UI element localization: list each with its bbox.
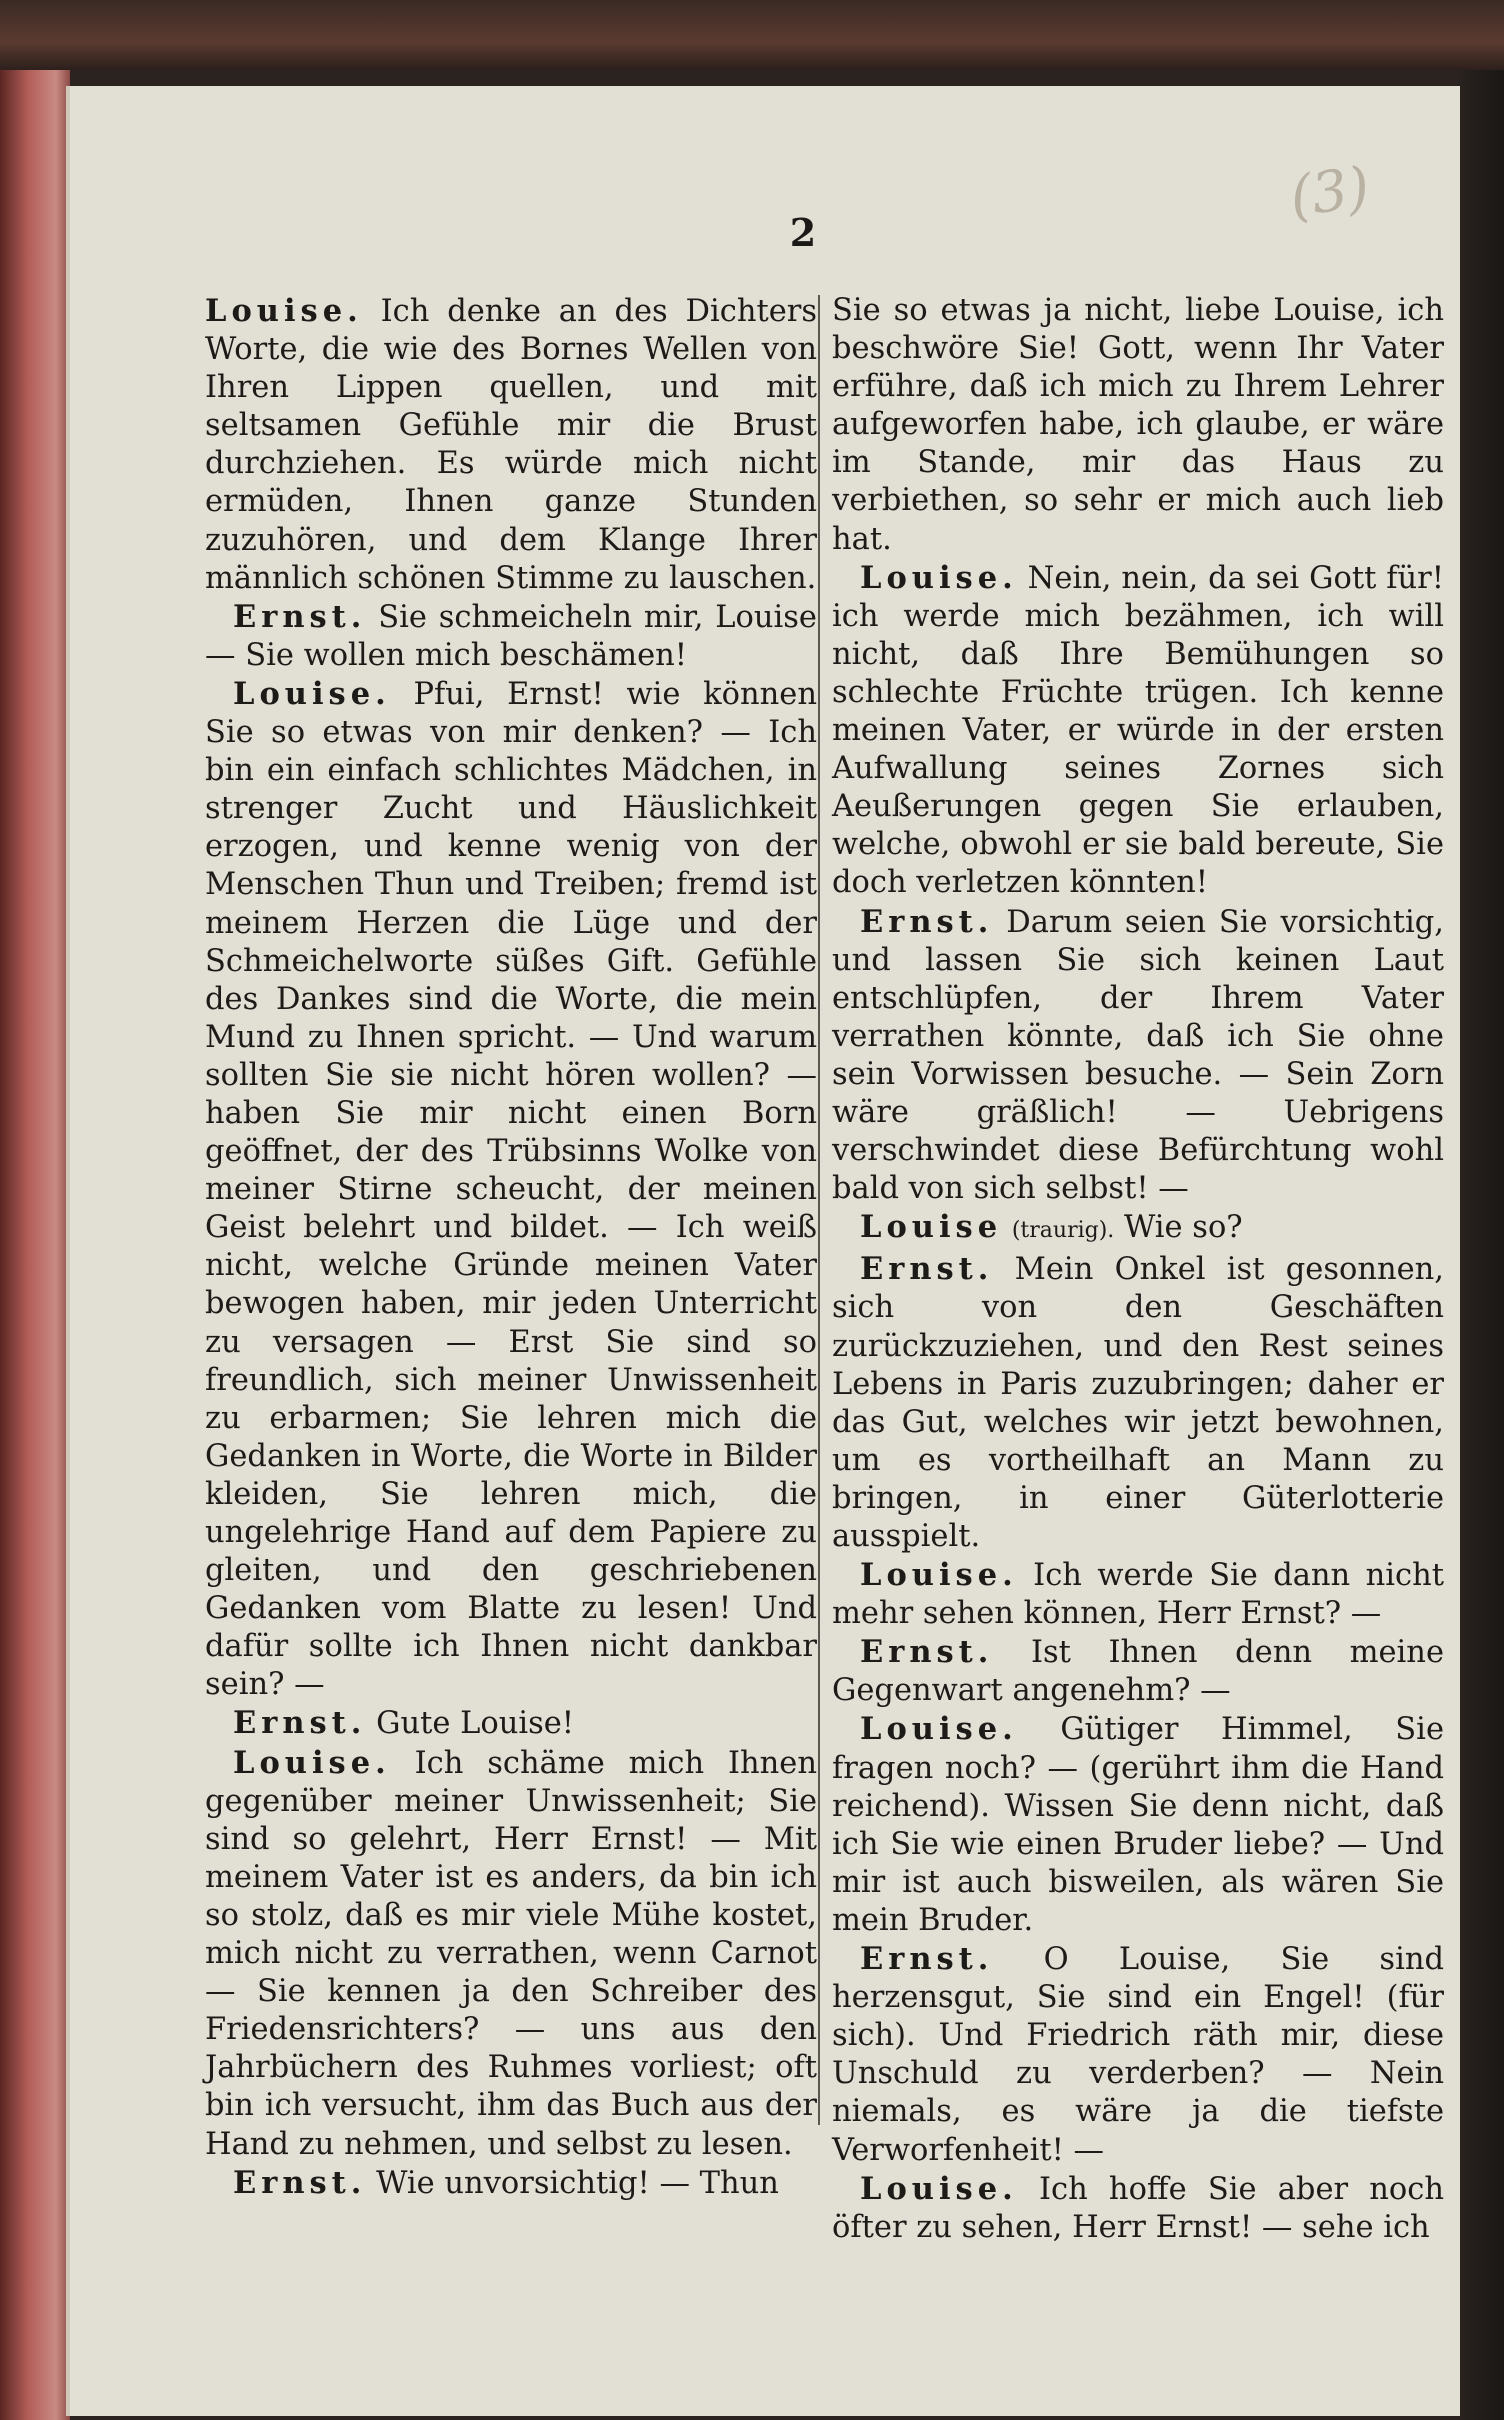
page-number: 2 (789, 210, 817, 255)
dialogue-paragraph (832, 1250, 1444, 1556)
dialogue-text: O Louise, Sie sind herzensgut, Sie sind ein Engel! (für sich). Und Friedrich räth mir, diese Unschuld zu verderben? — Nein niemals, es wäre ja die tiefste Verworfenheit! — (832, 1942, 1444, 2168)
dialogue-paragraph (832, 1208, 1444, 1250)
speaker-name: Ernst. (233, 2164, 367, 2201)
dialogue-paragraph (832, 292, 1444, 559)
right-column (832, 292, 1444, 2247)
dialogue-text: Nein, nein, da sei Gott für! ich werde mich bezähmen, ich will nicht, daß Ihre Bemühungen so schlechte Früchte trügen. Ich kenne meinen Vater, er würde in der ersten Aufwallung seines Zornes sich Aeußerungen gegen Sie erlauben, welche, obwohl er sie bald bereute, Sie doch verletzen könnten! (832, 560, 1445, 901)
scan-top-edge (0, 0, 1504, 70)
dialogue-paragraph (832, 1710, 1444, 1940)
speaker-name: Ernst. (860, 903, 994, 940)
dialogue-paragraph (205, 598, 817, 675)
dialogue-paragraph (205, 2164, 817, 2203)
dialogue-text: Sie so etwas ja nicht, liebe Louise, ich beschwöre Sie! Gott, wenn Ihr Vater erführe, daß ich mich zu Ihrem Lehrer aufgeworfen habe, ich glaube, er wäre im Stande, mir das Haus zu verbiethen, so sehr er mich auch lieb hat. (832, 293, 1444, 557)
dialogue-text: Wie unvorsichtig! — Thun (376, 2165, 779, 2201)
speaker-name: Louise. (205, 293, 363, 329)
speaker-name: Louise. (233, 675, 391, 712)
left-column (205, 292, 817, 2203)
speaker-name: Louise. (233, 1744, 391, 1781)
dialogue-text: Pfui, Ernst! wie können Sie so etwas von mir denken? — Ich bin ein einfach schlichtes Mädchen, in strenger Zucht und Häuslichkeit erzogen, und kenne wenig von der Menschen Thun und Treiben; fremd ist meinem Herzen die Lüge und der Schmeichelworte süßes Gift. Gefühle des Dankes sind die Worte, die mein Mund zu Ihnen spricht. — Und warum sollten Sie sie nicht hören wollen? — haben Sie mir nicht einen Born geöffnet, der des Trübsinns Wolke von meiner Stirne scheucht, der meinen Geist belehrt und bildet. — Ich weiß nicht, welche Gründe meinen Vater bewogen haben, mir jeden Unterricht zu versagen — Erst Sie sind so freundlich, sich meiner Unwissenheit zu erbarmen; Sie lehren mich die Gedanken in Worte, die Worte in Bilder kleiden, Sie lehren mich, die ungelehrige Hand auf dem Papiere zu gleiten, und den geschriebenen Gedanken vom Blatte zu lesen! Und dafür sollte ich Ihnen nicht dankbar sein? — (205, 676, 817, 1703)
dialogue-text: Gute Louise! (376, 1706, 575, 1742)
speaker-name: Ernst. (860, 1251, 994, 1288)
dialogue-text: Ich schäme mich Ihnen gegenüber meiner Unwissenheit; Sie sind so gelehrt, Herr Ernst! — Mit meinem Vater ist es anders, da bin ich so stolz, daß es mir viele Mühe kostet, mich nicht zu verrathen, wenn Carnot — Sie kennen ja den Schreiber des Friedensrichters? — uns aus den Jahrbüchern des Ruhmes vorliest; oft bin ich versucht, ihm das Buch aus der Hand zu nehmen, und selbst zu lesen. (205, 1745, 817, 2162)
dialogue-text: Darum seien Sie vorsichtig, und lassen Sie sich keinen Laut entschlüpfen, der Ihrem Vater verrathen könnte, daß ich Sie ohne sein Vorwissen besuche. — Sein Zorn wäre gräßlich! — Uebrigens verschwindet diese Befürchtung wohl bald von sich selbst! — (832, 904, 1444, 1207)
dialogue-text: Gütiger Himmel, Sie fragen noch? — (gerührt ihm die Hand reichend). Wissen Sie denn nicht, daß ich Sie wie einen Bruder liebe? — Und mir ist auch bisweilen, als wären Sie mein Bruder. (832, 1712, 1444, 1938)
dialogue-paragraph (832, 903, 1444, 1209)
dialogue-paragraph (832, 559, 1444, 903)
speaker-name: Louise. (860, 1711, 1018, 1748)
dialogue-paragraph (832, 1556, 1444, 1633)
pencil-annotation: (3) (1285, 154, 1374, 231)
dialogue-paragraph (832, 2170, 1444, 2247)
speaker-name: Ernst. (233, 1705, 367, 1742)
speaker-name: Louise. (860, 2170, 1018, 2207)
scan-right-edge (1456, 70, 1504, 2420)
book-edge-left (0, 70, 70, 2420)
dialogue-paragraph (832, 1940, 1444, 2170)
dialogue-paragraph (205, 1744, 817, 2164)
dialogue-text: Mein Onkel ist gesonnen, sich von den Geschäften zurückzuziehen, und den Rest seines Lebens in Paris zuzubringen; daher er das Gut, welches wir jetzt bewohnen, um es vortheilhaft an Mann zu bringen, in einer Güterlotterie ausspielt. (832, 1252, 1445, 1554)
speaker-name: Louise (860, 1209, 1003, 1246)
dialogue-text: Ich hoffe Sie aber noch öfter zu sehen, Herr Ernst! — sehe ich (832, 2171, 1444, 2245)
dialogue-text: Sie schmeicheln mir, Louise — Sie wollen mich beschämen! (205, 599, 817, 673)
dialogue-text: Ich werde Sie dann nicht mehr sehen können, Herr Ernst? — (832, 1558, 1444, 1632)
speaker-name: Louise. (860, 1557, 1018, 1594)
speaker-name: Louise. (860, 559, 1018, 596)
dialogue-paragraph (205, 1704, 817, 1743)
dialogue-paragraph (832, 1633, 1444, 1710)
dialogue-text: Ich denke an des Dichters Worte, die wie des Bornes Wellen von Ihren Lippen quellen, und mit seltsamen Gefühle mir die Brust durchziehen. Es würde mich nicht ermüden, Ihnen ganze Stunden zuzuhören, und dem Klange Ihrer männlich schönen Stimme zu lauschen. (205, 294, 817, 596)
dialogue-text: Wie so? (1123, 1210, 1243, 1246)
stage-direction: (traurig). (1011, 1218, 1115, 1244)
dialogue-paragraph (205, 292, 817, 598)
speaker-name: Ernst. (860, 1634, 994, 1671)
dialogue-paragraph (205, 675, 817, 1705)
speaker-name: Ernst. (860, 1941, 994, 1978)
dialogue-text: Ist Ihnen denn meine Gegenwart angenehm? — (832, 1635, 1444, 1709)
column-divider (818, 295, 820, 2125)
speaker-name: Ernst. (233, 598, 367, 635)
